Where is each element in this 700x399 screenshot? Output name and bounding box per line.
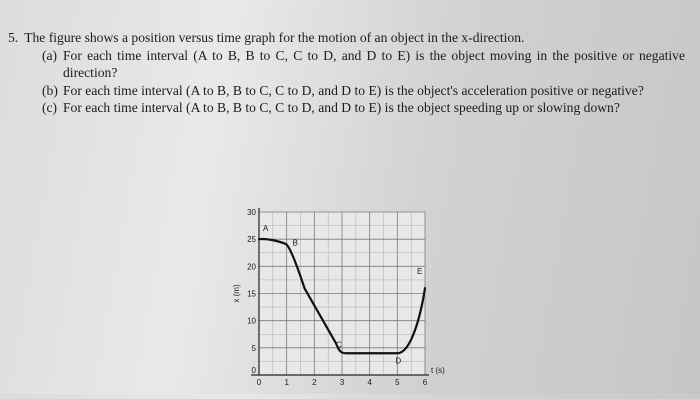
x-axis-label: t (s)	[431, 366, 445, 375]
y-tick-label: 25	[247, 235, 256, 245]
point-label-d: D	[395, 356, 402, 366]
x-tick-label: 0	[256, 378, 262, 387]
question-a	[8, 47, 685, 82]
problem-stem-text: The figure shows a position versus time graph for the motion of an object in the x-direction.	[24, 30, 525, 45]
question-a-letter: (a)	[42, 47, 58, 63]
point-label-c: C	[336, 340, 342, 350]
x-tick-label: 2	[312, 378, 317, 387]
point-label-a: A	[263, 224, 269, 234]
position-time-graph	[222, 202, 452, 394]
question-c	[8, 99, 685, 117]
x-tick-label: 4	[367, 378, 372, 387]
y-tick-label: 15	[247, 289, 256, 299]
point-label-b: B	[292, 238, 299, 248]
y-axis-label: x (m)	[232, 284, 241, 303]
question-c-letter: (c)	[42, 100, 58, 116]
question-b	[8, 82, 685, 100]
y-tick-label: 30	[247, 208, 256, 217]
y-tick-label: 0	[251, 366, 256, 375]
question-c-text: For each time interval (A to B, B to C, C to D, and D to E) is the object speeding up or slowing down?	[63, 100, 620, 116]
problem-stem	[8, 29, 688, 47]
question-a-text: For each time interval (A to B, B to C, C to D, and D to E) is the object moving in the positive or negative direction?	[63, 47, 685, 81]
y-tick-label: 20	[247, 262, 256, 272]
question-b-text: For each time interval (A to B, B to C, C to D, and D to E) is the object's acceleration positive or negative?	[63, 82, 644, 98]
x-tick-label: 5	[395, 378, 400, 387]
question-b-letter: (b)	[42, 82, 58, 98]
x-tick-label: 6	[422, 378, 428, 387]
problem-5	[8, 29, 688, 117]
x-tick-label: 1	[284, 378, 289, 387]
x-tick-label: 3	[339, 378, 345, 387]
y-tick-label: 5	[251, 343, 256, 353]
y-tick-label: 10	[247, 316, 256, 326]
problem-number: 5.	[8, 30, 19, 45]
point-label-e: E	[417, 267, 423, 277]
position-time-chart	[222, 202, 452, 394]
